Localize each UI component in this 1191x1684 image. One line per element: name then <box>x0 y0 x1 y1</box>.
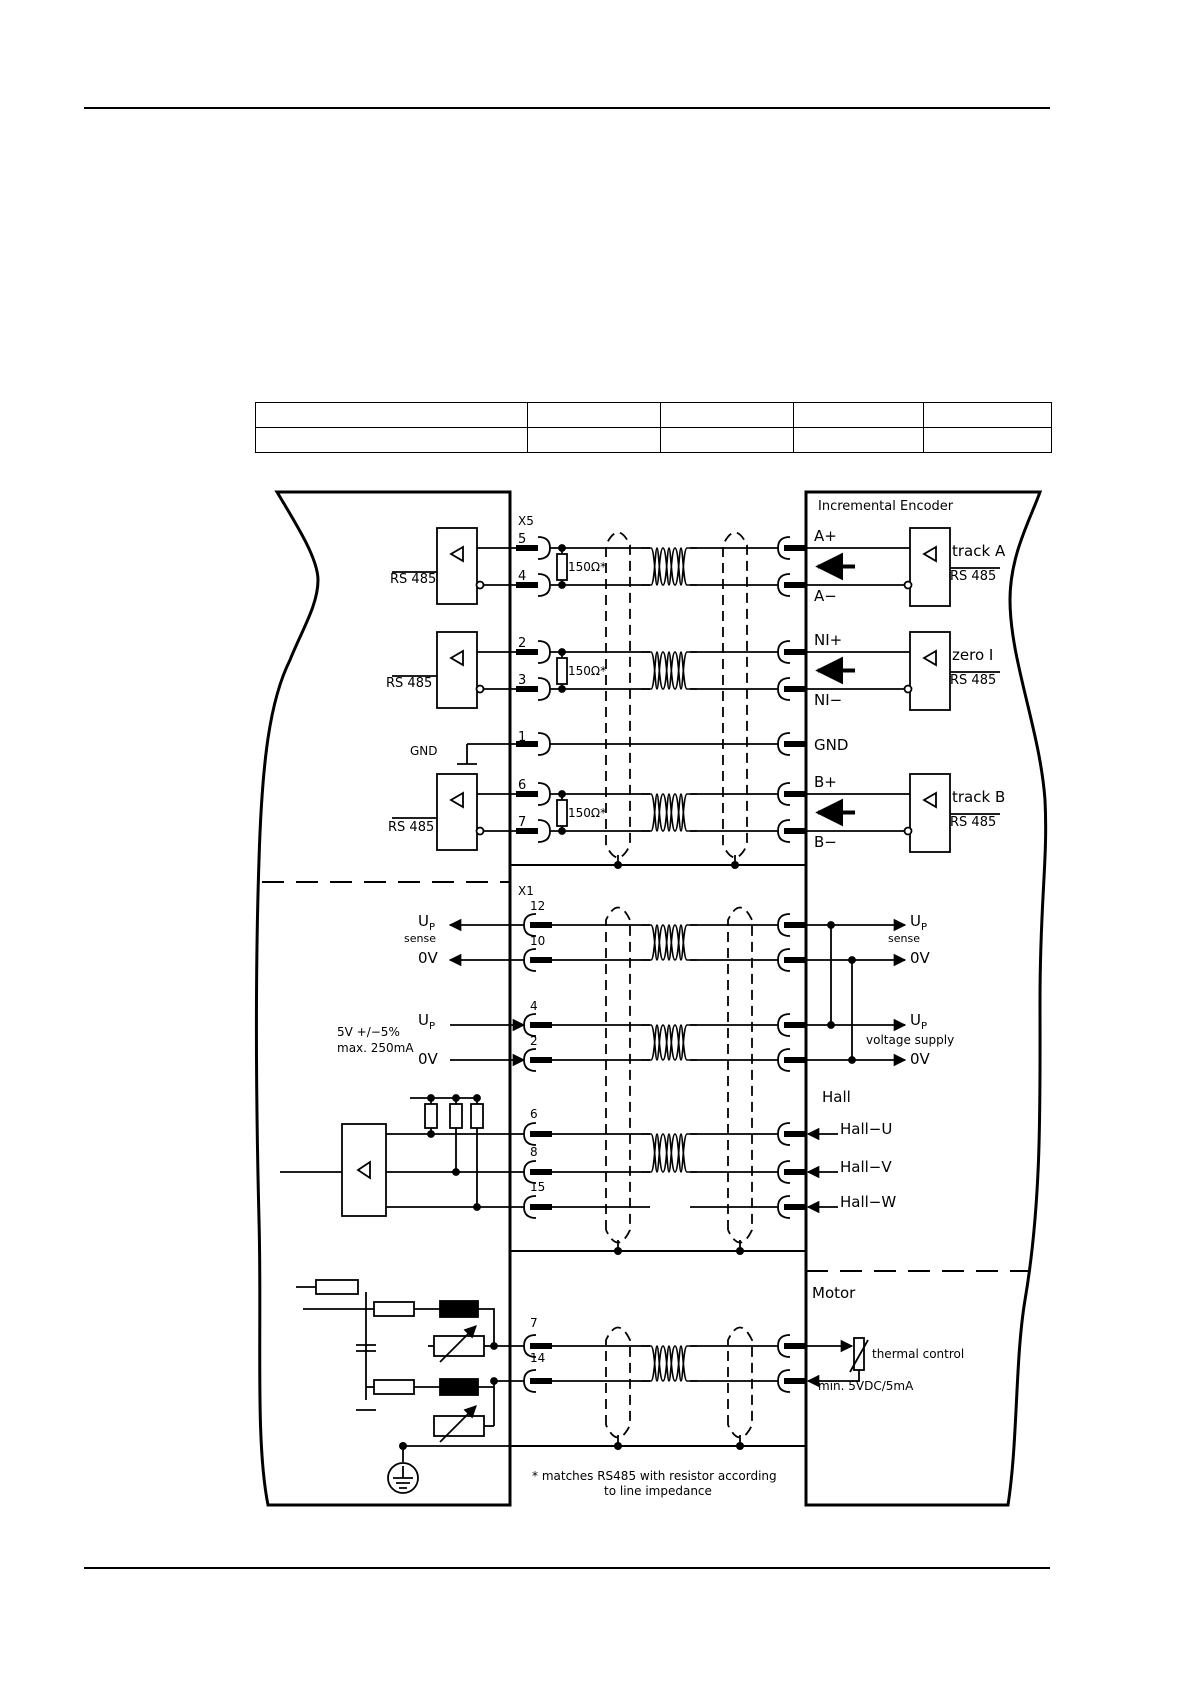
channel-b-pin-b: 7 <box>518 815 527 830</box>
hall-receiver-box <box>342 1124 386 1216</box>
contact-pin <box>530 1378 552 1384</box>
pin-1-label: 1 <box>518 730 527 745</box>
junction-dot <box>474 1095 480 1101</box>
twisted-pair-wire <box>641 794 697 831</box>
motor-pin-label: 14 <box>530 1351 546 1365</box>
variable-resistor <box>434 1416 484 1436</box>
drive-gnd-label: GND <box>410 744 438 758</box>
twisted-pair-wire <box>641 1025 697 1060</box>
driver-triangle <box>451 793 463 807</box>
pullup-resistor <box>471 1104 483 1128</box>
rs485-label: RS 485 <box>950 569 997 584</box>
motor-title: Motor <box>812 1284 856 1302</box>
signal-a-minus: A− <box>814 587 837 605</box>
channel-b-pin-a: 6 <box>518 778 527 793</box>
line-driver-box <box>910 632 950 710</box>
footnote-line-2: to line impedance <box>604 1484 712 1498</box>
voltage-supply-label: voltage supply <box>866 1033 955 1047</box>
drive-up-sense: $U_P$ <box>418 912 436 933</box>
connector-contacts <box>516 537 806 1392</box>
resistor <box>374 1302 414 1316</box>
contact-pin <box>530 1131 552 1137</box>
contact-pin <box>530 1169 552 1175</box>
resistor <box>374 1380 414 1394</box>
earth-symbol <box>393 1466 413 1488</box>
encoder-zero-i: zero I <box>952 646 994 664</box>
pin-2-label: 2 <box>530 1034 538 1048</box>
line-driver-box <box>437 774 477 850</box>
driver-triangle <box>924 793 936 807</box>
twisted-pair-wire <box>641 1025 697 1060</box>
line-driver-box <box>437 632 477 708</box>
inverting-input <box>477 828 484 835</box>
contact-socket <box>538 733 550 755</box>
encoder-gnd-label: GND <box>814 736 849 754</box>
encoder-title: Incremental Encoder <box>818 499 954 514</box>
termination-resistor <box>557 800 567 826</box>
line-driver-box <box>910 774 950 852</box>
twisted-pair-wire <box>641 652 697 689</box>
channel-ni-pin-a: 2 <box>518 636 527 651</box>
contact-pin <box>784 1057 806 1063</box>
rs485-label: RS 485 <box>386 676 433 691</box>
twisted-pair-wire <box>641 925 697 960</box>
twisted-pair-wire <box>641 548 697 585</box>
hall-v-label: Hall−V <box>840 1158 892 1176</box>
connector-x5-label: X5 <box>518 514 534 528</box>
contact-pin <box>784 741 806 747</box>
contact-pin <box>530 1022 552 1028</box>
encoder-track-a: track A <box>952 542 1006 560</box>
inverting-input <box>477 686 484 693</box>
channel-ni-pin-b: 3 <box>518 673 527 688</box>
junction-dot <box>849 1057 855 1063</box>
contact-pin <box>784 1204 806 1210</box>
drive-0v-sense: 0V <box>418 949 438 967</box>
thermistor <box>854 1338 864 1370</box>
encoder-track-b: track B <box>952 788 1006 806</box>
contact-pin <box>784 828 806 834</box>
junction-dot <box>828 1022 834 1028</box>
resistor <box>316 1280 358 1294</box>
pin-4-label: 4 <box>530 999 538 1013</box>
resistor-label: 150Ω* <box>568 664 607 678</box>
encoder-up-sense: $U_P$ <box>910 912 928 933</box>
driver-triangle <box>451 547 463 561</box>
contact-pin <box>530 957 552 963</box>
encoder-sense-label: sense <box>888 932 920 945</box>
drive-up: $U_P$ <box>418 1011 436 1032</box>
resistor-label: 150Ω* <box>568 560 607 574</box>
contact-pin <box>530 922 552 928</box>
driver-triangle <box>924 651 936 665</box>
driver-triangle <box>924 547 936 561</box>
hall-u-label: Hall−U <box>840 1120 893 1138</box>
contact-pin <box>530 1204 552 1210</box>
drive-housing-outline <box>256 492 510 1505</box>
twisted-pair-wire <box>641 794 697 831</box>
termination-resistor <box>557 658 567 684</box>
twisted-pair-symbols <box>641 548 697 1381</box>
encoder-up: $U_P$ <box>910 1011 928 1032</box>
line-driver-box <box>437 528 477 604</box>
inverting-output <box>905 582 912 589</box>
bus-junction-dots <box>399 861 744 1450</box>
contact-pin <box>784 791 806 797</box>
signal-ni-minus: NI− <box>814 691 843 709</box>
inverting-output <box>905 828 912 835</box>
resistor-label: 150Ω* <box>568 806 607 820</box>
driver-triangle <box>451 651 463 665</box>
contact-pin <box>784 1131 806 1137</box>
pin-12-label: 12 <box>530 899 546 913</box>
ground-symbol <box>457 744 477 764</box>
inductor <box>440 1379 478 1395</box>
inverting-output <box>905 686 912 693</box>
termination-resistor <box>557 554 567 580</box>
thermistor-slash <box>850 1340 868 1372</box>
line-driver-box <box>910 528 950 606</box>
hall-pin-label: 8 <box>530 1145 538 1159</box>
pullup-resistor <box>450 1104 462 1128</box>
contact-pin <box>784 1343 806 1349</box>
twisted-pair-wire <box>641 1346 697 1381</box>
rs485-label: RS 485 <box>950 673 997 688</box>
contact-pin <box>784 922 806 928</box>
contact-pin <box>784 582 806 588</box>
contact-socket <box>538 537 550 559</box>
signal-b-minus: B− <box>814 833 837 851</box>
twisted-pair-wire <box>641 1346 697 1381</box>
twisted-pair-wire <box>641 1134 697 1172</box>
twisted-pair-wire <box>641 548 697 585</box>
hall-pin-label: 6 <box>530 1107 538 1121</box>
signal-a-plus: A+ <box>814 527 837 545</box>
driver-triangle <box>358 1162 370 1178</box>
supply-voltage-spec: 5V +/−5% <box>337 1025 400 1039</box>
contact-socket <box>538 574 550 596</box>
motor-pin-label: 7 <box>530 1316 538 1330</box>
inductor <box>440 1301 478 1317</box>
supply-current-spec: max. 250mA <box>337 1041 414 1055</box>
rs485-label: RS 485 <box>390 572 437 587</box>
connector-x1-label: X1 <box>518 884 534 898</box>
contact-pin <box>784 1022 806 1028</box>
inverting-input <box>477 582 484 589</box>
encoder-0v-sense: 0V <box>910 949 930 967</box>
pin-10-label: 10 <box>530 934 546 948</box>
hall-title: Hall <box>822 1088 851 1106</box>
contact-pin <box>530 1057 552 1063</box>
rs485-label: RS 485 <box>388 820 435 835</box>
wire <box>478 1309 494 1346</box>
contact-pin <box>784 649 806 655</box>
twisted-pair-wire <box>641 925 697 960</box>
wire <box>403 1446 510 1462</box>
pullup-resistor <box>425 1104 437 1128</box>
hall-pin-label: 15 <box>530 1180 546 1194</box>
contact-socket <box>538 783 550 805</box>
hall-w-label: Hall−W <box>840 1193 897 1211</box>
junction-dot <box>428 1095 434 1101</box>
contact-socket <box>538 641 550 663</box>
drive-0v: 0V <box>418 1050 438 1068</box>
contact-socket <box>538 820 550 842</box>
variable-resistor <box>434 1336 484 1356</box>
contact-pin <box>784 545 806 551</box>
footnote-line-1: * matches RS485 with resistor according <box>532 1469 777 1483</box>
junction-dot <box>849 957 855 963</box>
twisted-pair-wire <box>641 652 697 689</box>
junction-dot <box>453 1095 459 1101</box>
contact-pin <box>784 957 806 963</box>
contact-pin <box>784 1169 806 1175</box>
contact-socket <box>538 678 550 700</box>
rs485-label: RS 485 <box>950 815 997 830</box>
thermal-control-label: thermal control <box>872 1347 965 1361</box>
contact-pin <box>784 686 806 692</box>
thermal-spec-label: min. 5VDC/5mA <box>818 1379 914 1393</box>
contact-pin <box>530 1343 552 1349</box>
contact-pin <box>784 1378 806 1384</box>
channel-a-pin-b: 4 <box>518 569 527 584</box>
channel-a-pin-a: 5 <box>518 532 527 547</box>
drive-sense-label: sense <box>404 932 436 945</box>
junction-dot <box>828 922 834 928</box>
twisted-pair-wire <box>641 1134 697 1172</box>
signal-ni-plus: NI+ <box>814 631 843 649</box>
signal-b-plus: B+ <box>814 773 837 791</box>
encoder-0v: 0V <box>910 1050 930 1068</box>
